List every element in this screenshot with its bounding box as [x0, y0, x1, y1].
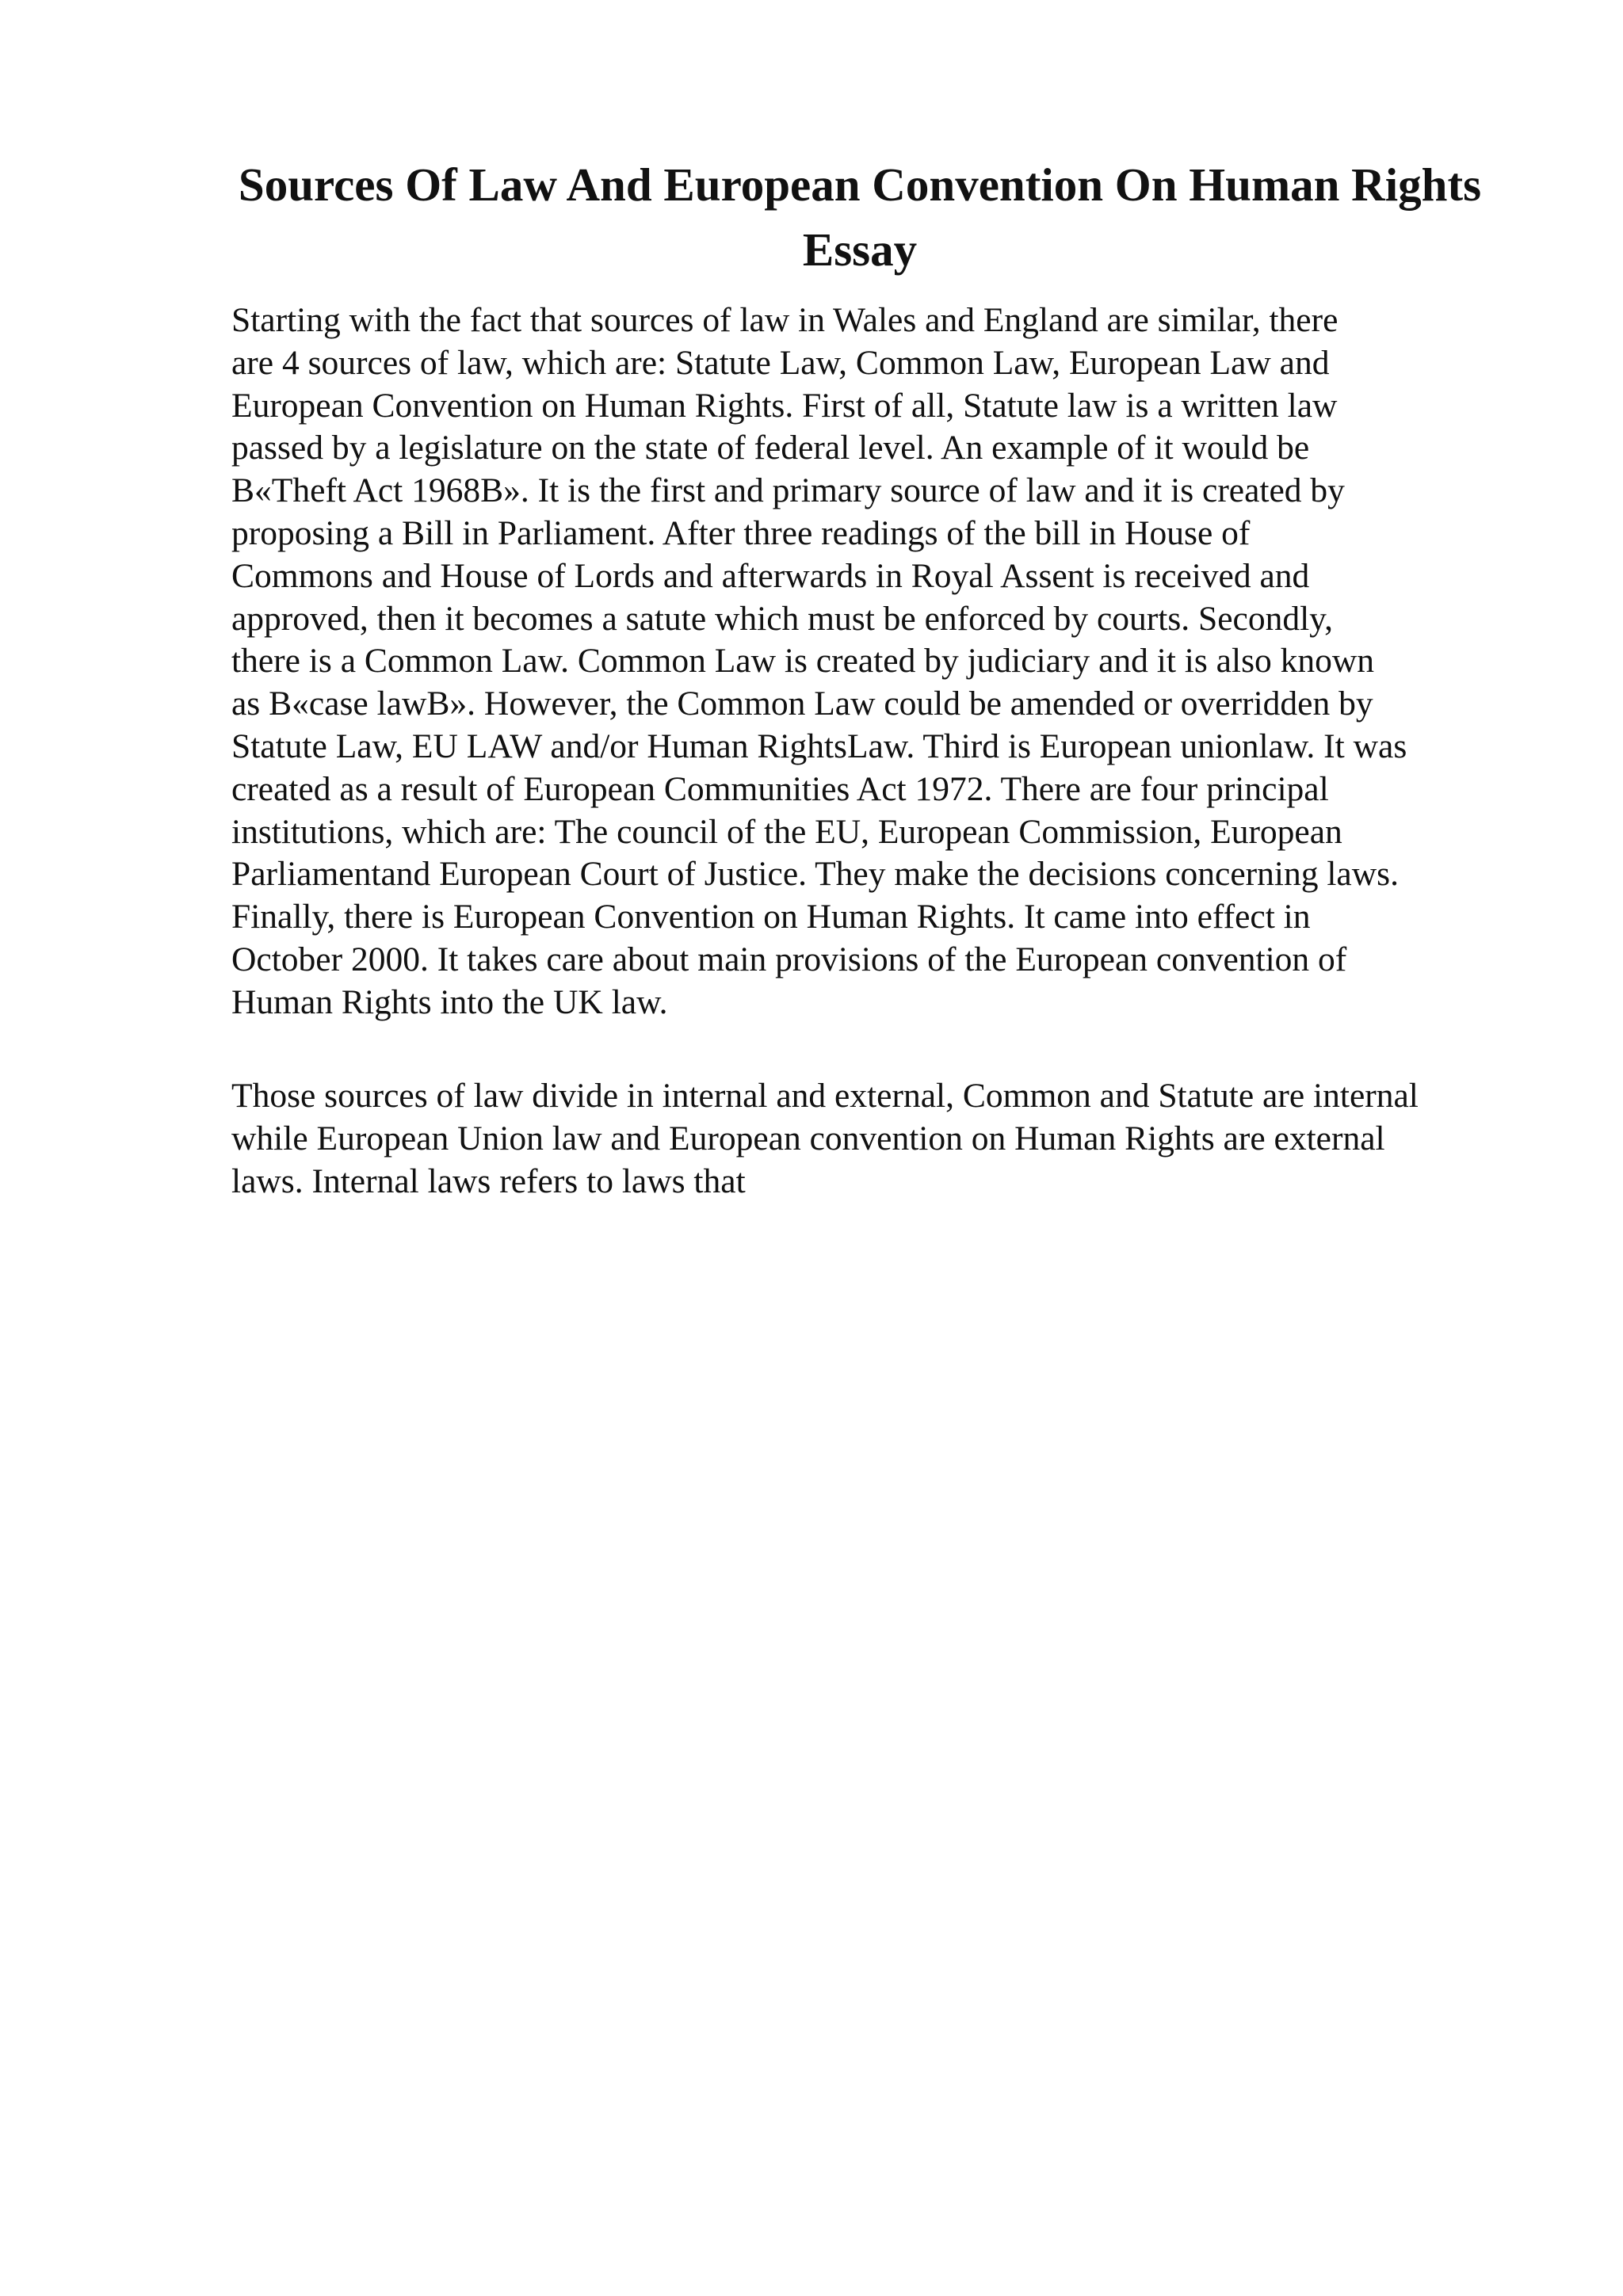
paragraph-line: Commons and House of Lords and afterwards in Royal Assent is received and: [231, 556, 1310, 595]
paragraph-line: Starting with the fact that sources of law in Wales and England are similar, there: [231, 301, 1338, 339]
paragraph-line: there is a Common Law. Common Law is created by judiciary and it is also known: [231, 642, 1375, 681]
page-title: Sources Of Law And European Convention On Human Rights Essay: [238, 158, 1482, 276]
paragraph-line: institutions, which are: The council of the EU, European Commission, European: [231, 812, 1342, 851]
paragraph-line: as B«case lawB». However, the Common Law could be amended or overridden by: [231, 685, 1373, 723]
paragraph-line: Finally, there is European Convention on Human Rights. It came into effect in: [231, 898, 1311, 936]
paragraph-line: B«Theft Act 1968B». It is the first and primary source of law and it is created by: [231, 471, 1345, 510]
paragraph-line: while European Union law and European convention on Human Rights are external: [231, 1119, 1385, 1158]
paragraph-line: Statute Law, EU LAW and/or Human RightsLaw. Third is European unionlaw. It was: [231, 727, 1407, 765]
paragraph-line: approved, then it becomes a satute which must be enforced by courts. Secondly,: [231, 599, 1333, 638]
paragraph-line: created as a result of European Communities Act 1972. There are four principal: [231, 769, 1329, 808]
paragraph-line: Those sources of law divide in internal and external, Common and Statute are internal: [231, 1077, 1419, 1115]
paragraph-line: October 2000. It takes care about main provisions of the European convention of: [231, 940, 1347, 978]
paragraph-line: passed by a legislature on the state of federal level. An example of it would be: [231, 429, 1310, 467]
paragraph-1: [231, 299, 1531, 1024]
paragraph-line: Parliamentand European Court of Justice. They make the decisions concerning laws.: [231, 855, 1399, 894]
paragraph-line: laws. Internal laws refers to laws that: [231, 1161, 746, 1200]
paragraph-line: Human Rights into the UK law.: [231, 982, 668, 1021]
paragraph-line: are 4 sources of law, which are: Statute Law, Common Law, European Law and: [231, 343, 1330, 382]
paragraph-line: European Convention on Human Rights. First of all, Statute law is a written law: [231, 386, 1338, 425]
paragraph-2: [231, 1075, 1531, 1203]
paragraph-line: proposing a Bill in Parliament. After three readings of the bill in House of: [231, 513, 1251, 552]
